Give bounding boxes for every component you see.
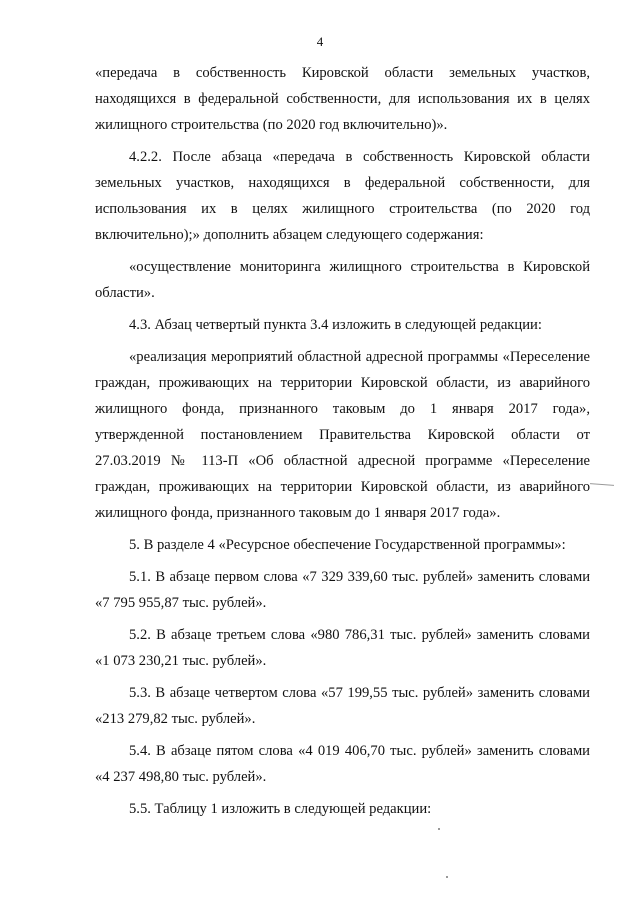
paragraph-5-2: 5.2. В абзаце третьем слова «980 786,31 тыс. рублей» заменить словами «1 073 230,21 тыс. рублей». bbox=[95, 627, 590, 669]
paragraph-monitoring: «осуществление мониторинга жилищного строительства в Кировской области». bbox=[95, 259, 590, 301]
paragraph-5-5: 5.5. Таблицу 1 изложить в следующей редакции: bbox=[129, 801, 432, 817]
paragraph-4-2-2: 4.2.2. После абзаца «передача в собственность Кировской области земельных участков, находящихся в федеральной собственности, для использования их в целях жилищного строительства (по 2020 год включительно);» дополнить абзацем следующего содержания: bbox=[95, 149, 590, 243]
scan-mark bbox=[590, 483, 614, 486]
paragraph-4-3: 4.3. Абзац четвертый пункта 3.4 изложить в следующей редакции: bbox=[129, 317, 542, 333]
paragraph-5-3: 5.3. В абзаце четвертом слова «57 199,55 тыс. рублей» заменить словами «213 279,82 тыс. рублей». bbox=[95, 685, 590, 727]
paragraph-5-4: 5.4. В абзаце пятом слова «4 019 406,70 тыс. рублей» заменить словами «4 237 498,80 тыс. рублей». bbox=[95, 743, 590, 785]
paragraph-quote-land-transfer: «передача в собственность Кировской области земельных участков, находящихся в федеральной собственности, для использования их в целях жилищного строительства (по 2020 год включительно)». bbox=[95, 65, 590, 133]
paragraph-relocation-program: «реализация мероприятий областной адресной программы «Переселение граждан, проживающих на территории Кировской области, из аварийного жилищного фонда, признанного таковым до 1 января 2017 года», утвержденной постановлением Правительства Кировской области от 27.03.2019 № 113-П «Об областной адресной программе «Переселение граждан, проживающих на территории Кировской области, из аварийного жилищного фонда, признанного таковым до 1 января 2017 года». bbox=[95, 349, 590, 521]
paragraph-5: 5. В разделе 4 «Ресурсное обеспечение Государственной программы»: bbox=[129, 537, 566, 553]
document-body bbox=[95, 60, 590, 822]
page-number: 4 bbox=[316, 34, 324, 49]
scan-mark bbox=[446, 876, 448, 878]
scan-mark bbox=[438, 828, 440, 830]
paragraph-5-1: 5.1. В абзаце первом слова «7 329 339,60 тыс. рублей» заменить словами «7 795 955,87 тыс. рублей». bbox=[95, 569, 590, 611]
